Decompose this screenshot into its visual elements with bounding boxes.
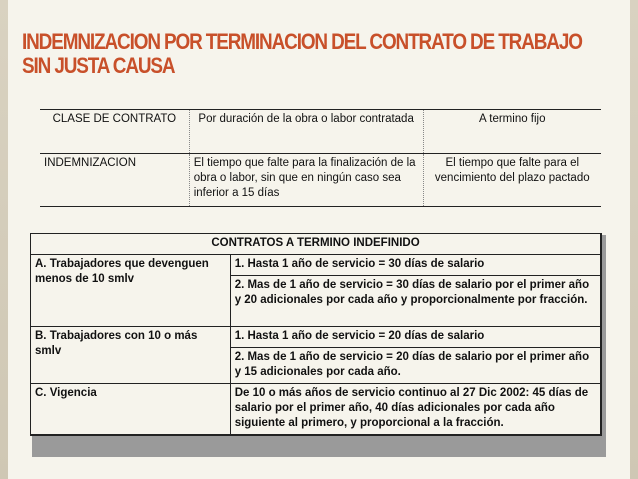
- table2-row-a1: [31, 255, 602, 276]
- table1-header-work-duration: Por duración de la obra o labor contratada: [189, 110, 423, 154]
- left-decorative-bar: [0, 0, 8, 479]
- table1-row-fixed-term: El tiempo que falte para el vencimiento del plazo pactado: [423, 154, 601, 207]
- table2-row-a-label: A. Trabajadores que devenguen menos de 10 smlv: [31, 255, 231, 327]
- table2-row-b-item-1: 1. Hasta 1 año de servicio = 20 días de salario: [230, 327, 601, 348]
- contract-types-table: [40, 109, 601, 207]
- table2-row-b-label: B. Trabajadores con 10 o más smlv: [31, 327, 231, 384]
- table1-row-label: INDEMNIZACION: [40, 154, 189, 207]
- title-line-2: SIN JUSTA CAUSA: [22, 53, 175, 78]
- table2-row-b-item-2: 2. Mas de 1 año de servicio = 20 días de salario por el primer año y 15 adicionales por cada año.: [230, 348, 601, 384]
- title-line-1: INDEMNIZACION POR TERMINACION DEL CONTRATO DE TRABAJO: [22, 29, 582, 54]
- table2-header: CONTRATOS A TERMINO INDEFINIDO: [31, 234, 602, 255]
- slide-title: [22, 29, 582, 78]
- table1-row-work-duration: El tiempo que falte para la finalización de la obra o labor, sin que en ningún caso sea inferior a 15 días: [189, 154, 423, 207]
- table1-header-row: [40, 110, 601, 154]
- table2-row-c: [31, 384, 602, 436]
- right-decorative-bar: [630, 0, 638, 479]
- table2-header-row: [31, 234, 602, 255]
- table2-row-c-item-1: De 10 o más años de servicio continuo al 27 Dic 2002: 45 días de salario por el primer año, 40 días adicionales por cada año siguiente al primero, y proporcional a la fracción.: [230, 384, 601, 436]
- table1-header-contract-class: CLASE DE CONTRATO: [40, 110, 189, 154]
- table1-indemnization-row: [40, 154, 601, 207]
- table2-row-a-item-1: 1. Hasta 1 año de servicio = 30 días de salario: [230, 255, 601, 276]
- table2-row-c-label: C. Vigencia: [31, 384, 231, 436]
- table2-row-b1: [31, 327, 602, 348]
- table2-row-a-item-2: 2. Mas de 1 año de servicio = 30 días de salario por el primer año y 20 adicionales por cada año y proporcionalmente por fracción.: [230, 276, 601, 327]
- table1-header-fixed-term: A termino fijo: [423, 110, 601, 154]
- indefinite-term-table: [30, 233, 602, 436]
